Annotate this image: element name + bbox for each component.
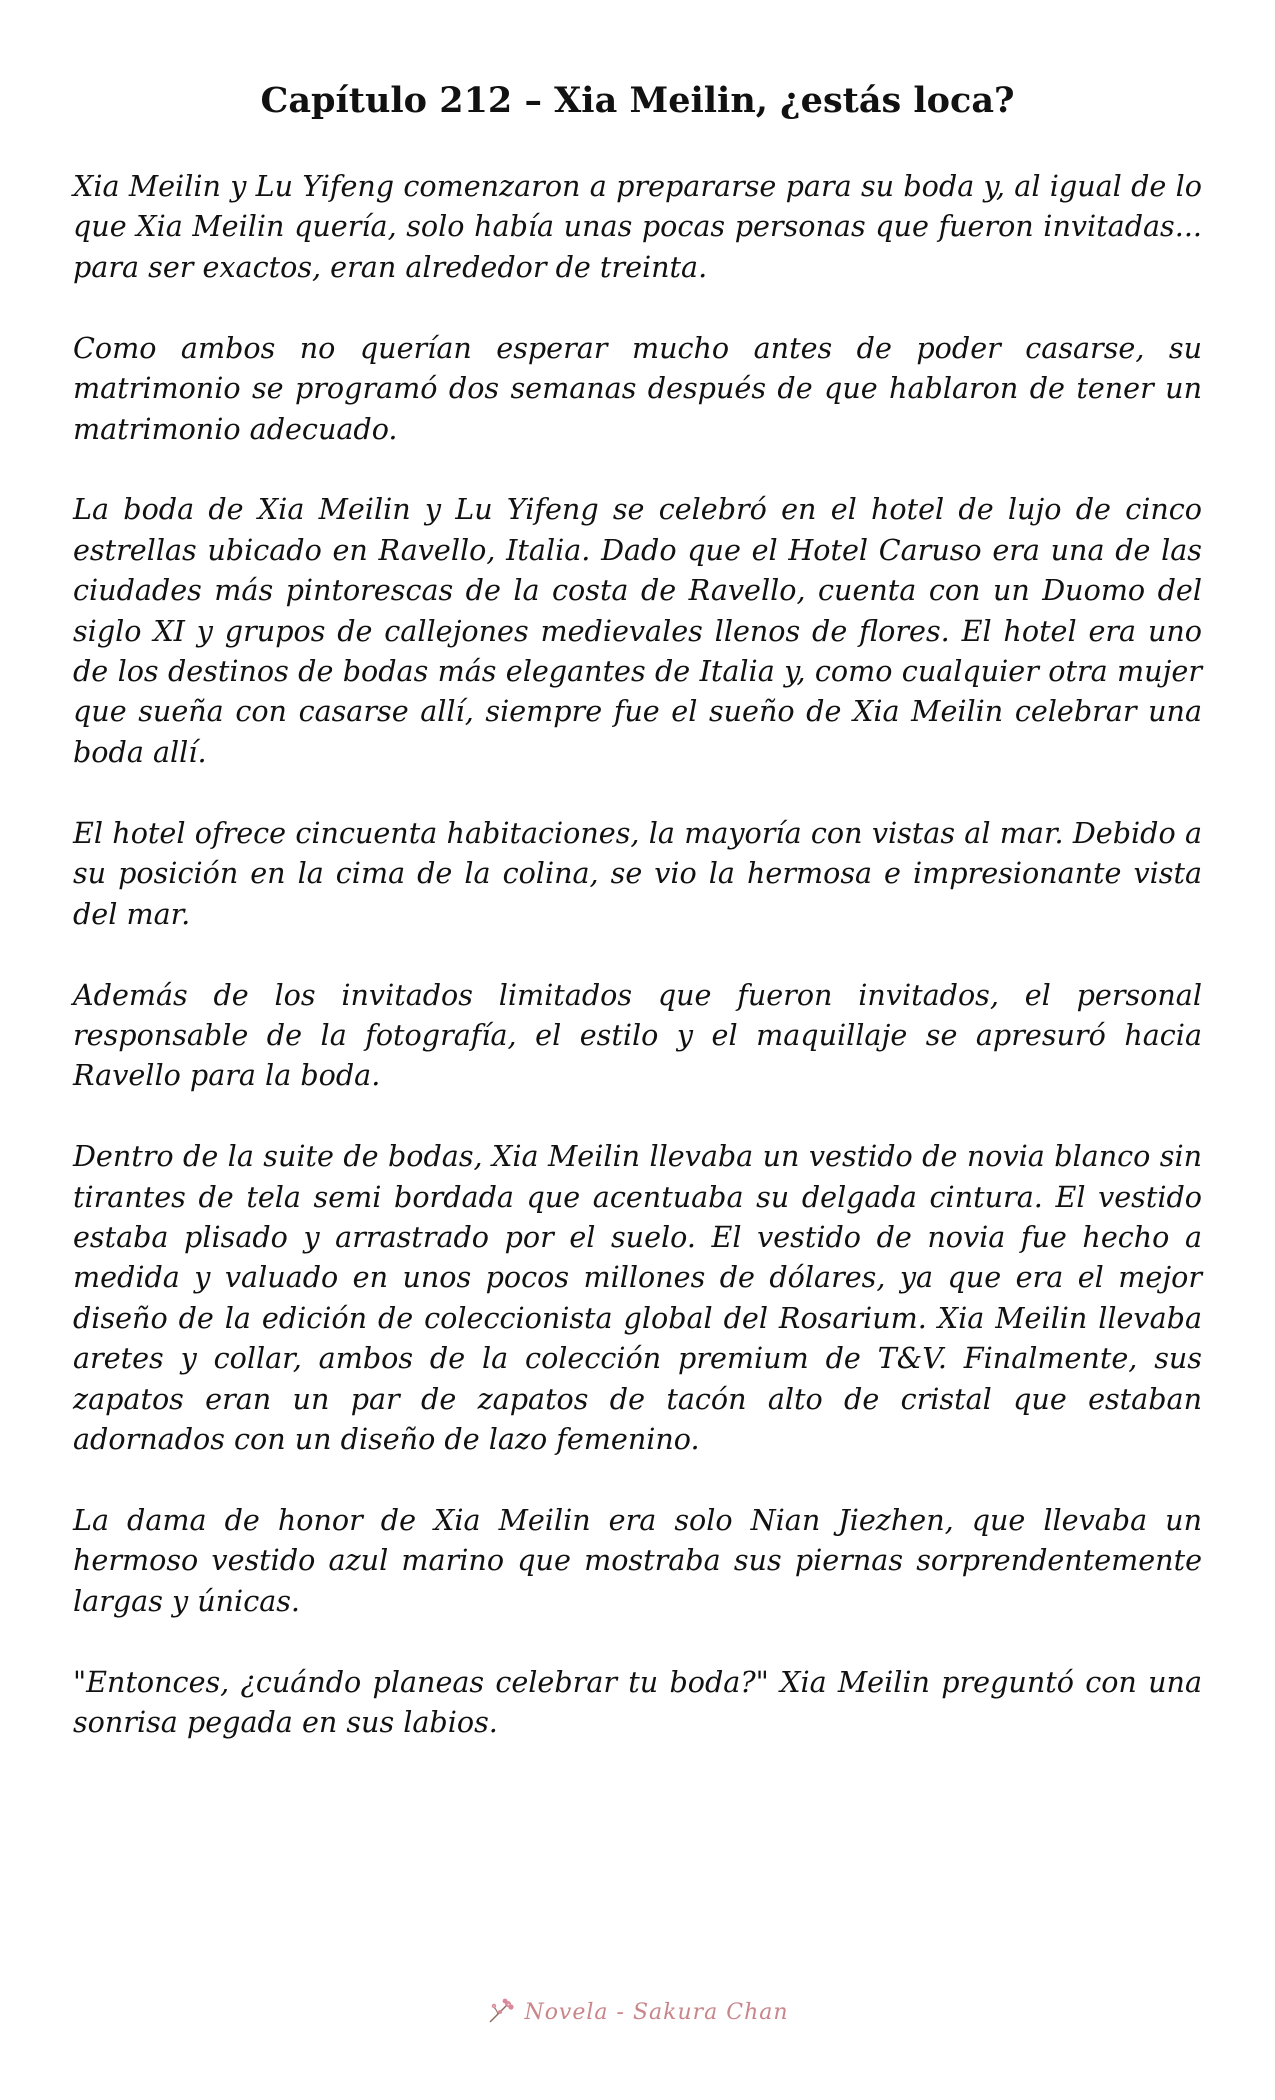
paragraph: Xia Meilin y Lu Yifeng comenzaron a prepararse para su boda y, al igual de lo que Xia Meilin quería, solo había unas pocas personas que fueron invitadas... para ser exactos, eran alrededor de treinta.: [73, 169, 1202, 284]
paragraph: El hotel ofrece cincuenta habitaciones, la mayoría con vistas al mar. Debido a su posición en la cima de la colina, se vio la hermosa e impresionante vista del mar.: [73, 815, 1202, 931]
paragraph: La boda de Xia Meilin y Lu Yifeng se celebró en el hotel de lujo de cinco estrellas ubicado en Ravello, Italia. Dado que el Hotel Caruso era una de las ciudades más pintorescas de la costa de Ravello, cuenta con un Duomo del siglo XI y grupos de callejones medievales llenos de flores. El hotel era uno de los destinos de bodas más elegantes de Italia y, como cualquier otra mujer que sueña con casarse allí, siempre fue el sueño de Xia Meilin celebrar una boda allí.: [73, 492, 1202, 769]
paragraph: La dama de honor de Xia Meilin era solo Nian Jiezhen, que llevaba un hermoso vestido azul marino que mostraba sus piernas sorprendentemente largas y únicas.: [73, 1502, 1202, 1618]
paragraph: Dentro de la suite de bodas, Xia Meilin llevaba un vestido de novia blanco sin tirantes de tela semi bordada que acentuaba su delgada cintura. El vestido estaba plisado y arrastrado por el suelo. El vestido de novia fue hecho a medida y valuado en unos pocos millones de dólares, ya que era el mejor diseño de la edición de coleccionista global del Rosarium. Xia Meilin llevaba aretes y collar, ambos de la colección premium de T&V. Finalmente, sus zapatos eran un par de zapatos de tacón alto de cristal que estaban adornados con un diseño de lazo femenino.: [73, 1139, 1202, 1457]
footer-watermark: [0, 1996, 1275, 2028]
chapter-body: [73, 166, 1202, 1743]
footer-label: Novela - Sakura Chan: [524, 1999, 789, 2025]
paragraph: "Entonces, ¿cuándo planeas celebrar tu boda?" Xia Meilin preguntó con una sonrisa pegada en sus labios.: [73, 1664, 1202, 1740]
paragraph: Además de los invitados limitados que fueron invitados, el personal responsable de la fotografía, el estilo y el maquillaje se apresuró hacia Ravello para la boda.: [73, 977, 1202, 1093]
paragraph: Como ambos no querían esperar mucho antes de poder casarse, su matrimonio se programó dos semanas después de que hablaron de tener un matrimonio adecuado.: [73, 330, 1202, 446]
chapter-title: Capítulo 212 – Xia Meilin, ¿estás loca?: [260, 80, 1015, 121]
sakura-blossom-icon: [486, 1996, 518, 2028]
